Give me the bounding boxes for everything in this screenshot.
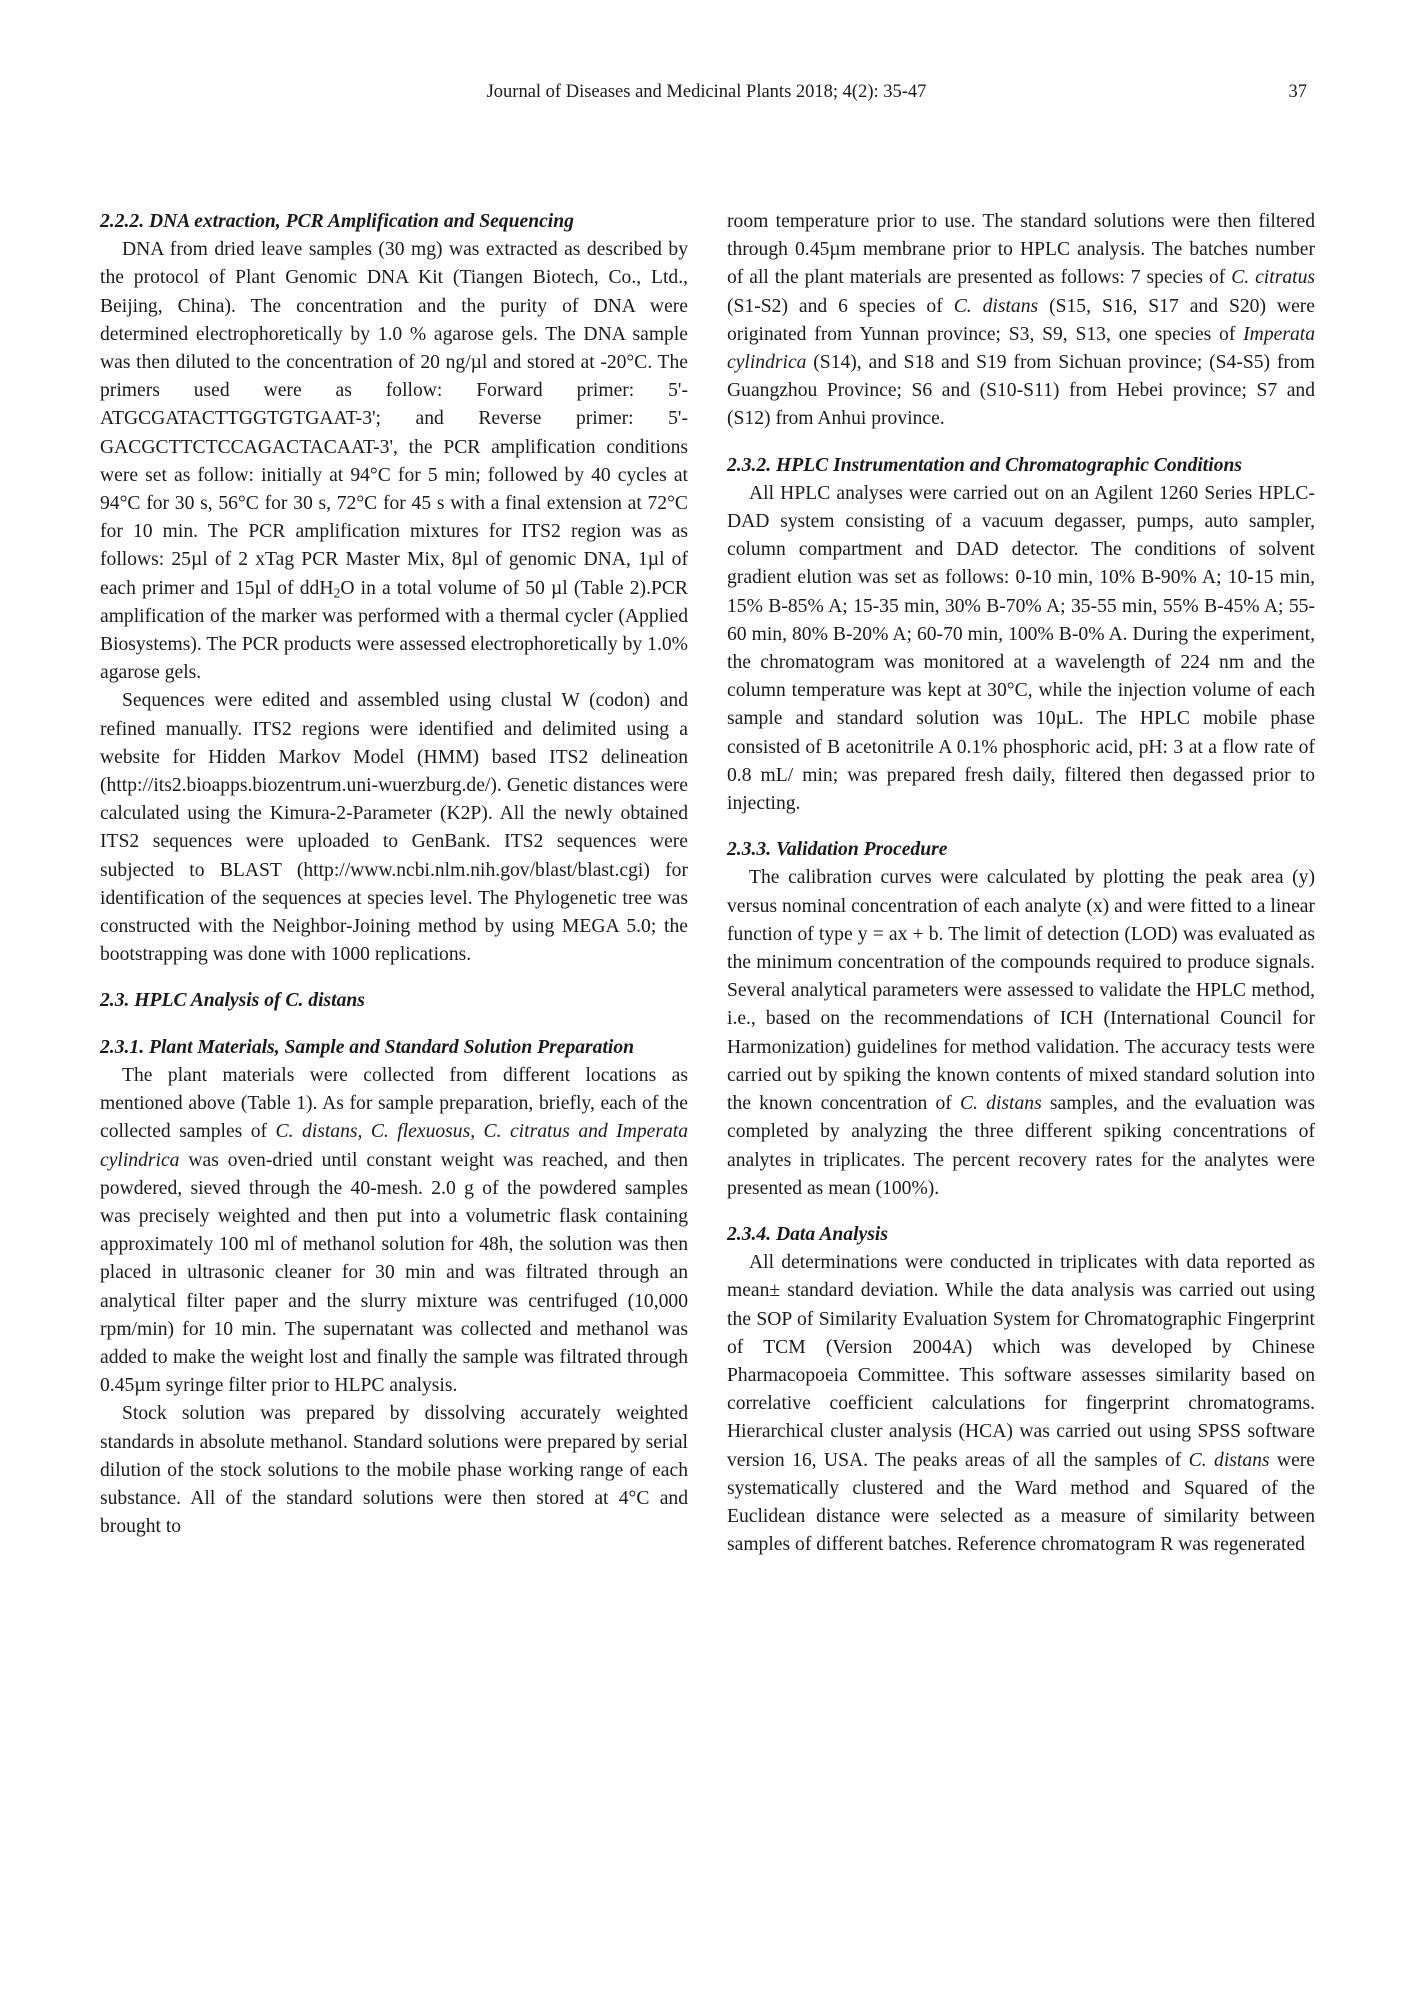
paragraph-dna-extraction: DNA from dried leave samples (30 mg) was extracted as described by the protocol of Plant Genomic DNA Kit (Tiangen Biotech, Co., Ltd., Beijing, China). The concentration and the purity of DNA were determined electrophoretically by 1.0 % agarose gels. The DNA sample was then diluted to the concentration of 20 ng/µl and stored at -20°C. The primers used were as follow: Forward primer: 5'-ATGCGATACTTGGTGTGAAT-3'; and Reverse primer: 5'-GACGCTTCTCCAGACTACAAT-3', the PCR amplification conditions were set as follow: initially at 94°C for 5 min; followed by 40 cycles at 94°C for 30 s, 56°C for 30 s, 72°C for 45 s with a final extension at 72°C for 10 min. The PCR amplification mixtures for ITS2 region was as follows: 25µl of 2 xTag PCR Master Mix, 8µl of genomic DNA, 1µl of each primer and 15µl of ddH$_2$O in a total volume of 50 µl (Table 2).PCR amplification of the marker was performed with a thermal cycler (Applied Biosystems). The PCR products were assessed electrophoretically by 1.0% agarose gels. <box>100 239 688 684</box>
paragraph-data-analysis: All determinations were conducted in triplicates with data reported as mean± standard deviation. While the data analysis was carried out using the SOP of Similarity Evaluation System for Chromatographic Fingerprint of TCM (Version 2004A) which was developed by Chinese Pharmacopoeia Committee. This software assesses similarity based on correlative coefficient calculations for fingerprint chromatograms. Hierarchical cluster analysis (HCA) was carried out using SPSS software version 16, USA. The peaks areas of all the samples of C. distans were systematically clustered and the Ward method and Squared of the Euclidean distance were selected as a measure of similarity between samples of different batches. Reference chromatogram R was regenerated <box>727 1252 1315 1556</box>
paragraph-hplc-instrumentation: All HPLC analyses were carried out on an Agilent 1260 Series HPLC-DAD system consisting of a vacuum degasser, pumps, auto sampler, column compartment and DAD detector. The conditions of solvent gradient elution was set as follows: 0-10 min, 10% B-90% A; 10-15 min, 15% B-85% A; 15-35 min, 30% B-70% A; 35-55 min, 55% B-45% A; 55-60 min, 80% B-20% A; 60-70 min, 100% B-0% A. During the experiment, the chromatogram was monitored at a wavelength of 224 nm and the column temperature was kept at 30°C, while the injection volume of each sample and standard solution was 10µL. The HPLC mobile phase consisted of B acetonitrile A 0.1% phosphoric acid, pH: 3 at a flow rate of 0.8 mL/ min; was prepared fresh daily, filtered then degassed prior to injecting. <box>727 482 1315 815</box>
page-number: 37 <box>1288 82 1307 102</box>
heading-2-3-1: 2.3.1. Plant Materials, Sample and Standard Solution Preparation <box>100 1036 635 1058</box>
paragraph-plant-materials: The plant materials were collected from different locations as mentioned above (Table 1). As for sample preparation, briefly, each of the collected samples of C. distans, C. flexuosus, C. citratus and Imperata cylindrica was oven-dried until constant weight was reached, and then powdered, sieved through the 40-mesh. 2.0 g of the powdered samples was precisely weighted and then put into a volumetric flask containing approximately 100 ml of methanol solution for 48h, the solution was then placed in ultrasonic cleaner for 30 min and was filtrated through an analytical filter paper and the slurry mixture was centrifuged (10,000 rpm/min) for 10 min. The supernatant was collected and methanol was added to make the weight lost and finally the sample was filtrated through 0.45µm syringe filter prior to HLPC analysis. <box>100 1064 688 1397</box>
paragraph-validation: The calibration curves were calculated by plotting the peak area (y) versus nominal concentration of each analyte (x) and were fitted to a linear function of type y = ax + b. The limit of detection (LOD) was evaluated as the minimum concentration of the compounds required to produce signals. Several analytical parameters were assessed to validate the HPLC method, i.e., based on the recommendations of ICH (International Council for Harmonization) guidelines for method validation. The accuracy tests were carried out by spiking the known contents of mixed standard solution into the known concentration of C. distans samples, and the evaluation was completed by analyzing the three different spiking concentrations of analytes in triplicates. The percent recovery rates for the analytes were presented as mean (100%). <box>727 867 1315 1199</box>
paragraph-stock-solution: Stock solution was prepared by dissolving accurately weighted standards in absolute methanol. Standard solutions were prepared by serial dilution of the stock solutions to the mobile phase working range of each substance. All of the standard solutions were then stored at 4°C and brought to <box>100 1403 688 1538</box>
heading-2-3-2: 2.3.2. HPLC Instrumentation and Chromatographic Conditions <box>727 454 1243 476</box>
subscript: 2 <box>333 585 341 601</box>
journal-title: Journal of Diseases and Medicinal Plants 2018; 4(2): 35-47 <box>486 82 927 102</box>
running-header <box>0 82 1413 110</box>
paragraph-room-temperature: room temperature prior to use. The standard solutions were then filtered through 0.45µm membrane prior to HPLC analysis. The batches number of all the plant materials are presented as follows: 7 species of C. citratus (S1-S2) and 6 species of C. distans (S15, S16, S17 and S20) were originated from Yunnan province; S3, S9, S13, one species of Imperata cylindrica (S14), and S18 and S19 from Sichuan province; (S4-S5) from Guangzhou Province; S6 and (S10-S11) from Hebei province; S7 and (S12) from Anhui province. <box>727 211 1315 430</box>
left-column <box>100 208 688 1541</box>
heading-2-3: 2.3. HPLC Analysis of C. distans <box>100 990 365 1012</box>
right-column <box>727 208 1315 1559</box>
heading-2-3-3: 2.3.3. Validation Procedure <box>727 839 948 861</box>
heading-2-2-2: 2.2.2. DNA extraction, PCR Amplification and Sequencing <box>100 211 574 232</box>
heading-2-3-4: 2.3.4. Data Analysis <box>727 1223 888 1245</box>
paragraph-sequences: Sequences were edited and assembled using clustal W (codon) and refined manually. ITS2 regions were identified and delimited using a website for Hidden Markov Model (HMM) based ITS2 delineation (http://its2.bioapps.biozentrum.uni-wuerzburg.de/). Genetic distances were calculated using the Kimura-2-Parameter (K2P). All the newly obtained ITS2 sequences were uploaded to GenBank. ITS2 sequences were subjected to BLAST (http://www.ncbi.nlm.nih.gov/blast/blast.cgi) for identification of the sequences at species level. The Phylogenetic tree was constructed with the Neighbor-Joining method by using MEGA 5.0; the bootstrapping was done with 1000 replications. <box>100 690 688 966</box>
